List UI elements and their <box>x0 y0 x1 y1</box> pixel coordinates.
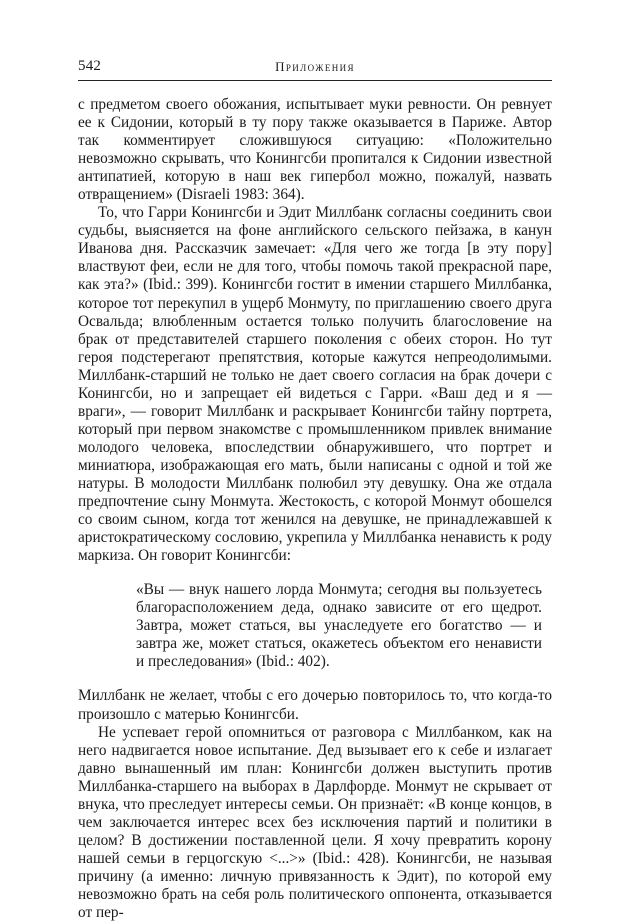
paragraph: с предметом своего обожания, испытывает муки ревности. Он ревнует ее к Сидонии, который в ту пору также оказывается в Париже. Автор так комментирует сложившуюся ситуацию: «Положительно невозможно скрывать, что Конингсби пропитался к Сидонии известной антипатией, которую в наш век гипербол можно, пожалуй, назвать отвращением» (Disraeli 1983: 364). <box>78 96 552 204</box>
paragraph: То, что Гарри Конингсби и Эдит Миллбанк согласны соединить свои судьбы, выясняется на фоне английского сельского пейзажа, в канун Иванова дня. Рассказчик замечает: «Для чего же тогда [в эту пору] властвуют феи, если не для того, чтобы помочь такой прекрасной паре, как эта?» (Ibid.: 399). Конингсби гостит в имении старшего Миллбанка, которое тот перекупил в ущерб Монмуту, по приглашению своего друга Освальда; влюбленным остается только получить благословение на брак от представителей старшего поколения с обеих сторон. Но тут героя подстерегают препятствия, которые кажутся непреодолимыми. Миллбанк-старший не только не дает своего согласия на брак дочери с Конингсби, но и запрещает ей видеться с Гарри. «Ваш дед и я — враги», — говорит Миллбанк и раскрывает Конингсби тайну портрета, который при первом знакомстве с промышленником привлек внимание молодого человека, впоследствии обнаружившего, что портрет и миниатюра, изображающая его мать, были написаны с одной и той же натуры. В молодости Миллбанк полюбил эту девушку. Она же отдала предпочтение сыну Монмута. Жестокость, с которой Монмут обошелся со своим сыном, когда тот женился на девушке, не принадлежавшей к аристократическому сословию, укрепила у Миллбанка ненависть к роду маркиза. Он говорит Конингсби: <box>78 204 552 565</box>
paragraph: Миллбанк не желает, чтобы с его дочерью повторилось то, что когда-то произошло с матерью Конингсби. <box>78 687 552 723</box>
paragraph: Не успевает герой опомниться от разговора с Миллбанком, как на него надвигается новое испытание. Дед вызывает его к себе и излагает давно вынашенный им план: Конингсби должен выступить против Миллбанка-старшего на выборах в Дарлфорде. Монмут не скрывает от внука, что преследует интересы семьи. Он признаёт: «В конце концов, в чем заключается интерес всех без исключения партий и политики в целом? В достижении поставленной цели. Я хочу превратить корону нашей семьи в герцогскую <...>» (Ibid.: 428). Конингсби, не называя причину (а именно: личную привязанность к Эдит), по которой ему невозможно брать на себя роль политического оппонента, отказывается от пер- <box>78 723 552 922</box>
page-header <box>78 58 552 80</box>
running-title: Приложения <box>275 59 355 74</box>
block-quote: «Вы — внук нашего лорда Монмута; сегодня вы пользуетесь благорасположением деда, однако зависите от его щедрот. Завтра, может статься, вы унаследуете его богатство — и завтра же, может статься, окажетесь объектом его ненависти и преследования» (Ibid.: 402). <box>136 581 542 671</box>
header-rule <box>78 80 552 81</box>
body-text <box>78 96 552 922</box>
page-number: 542 <box>78 58 102 74</box>
